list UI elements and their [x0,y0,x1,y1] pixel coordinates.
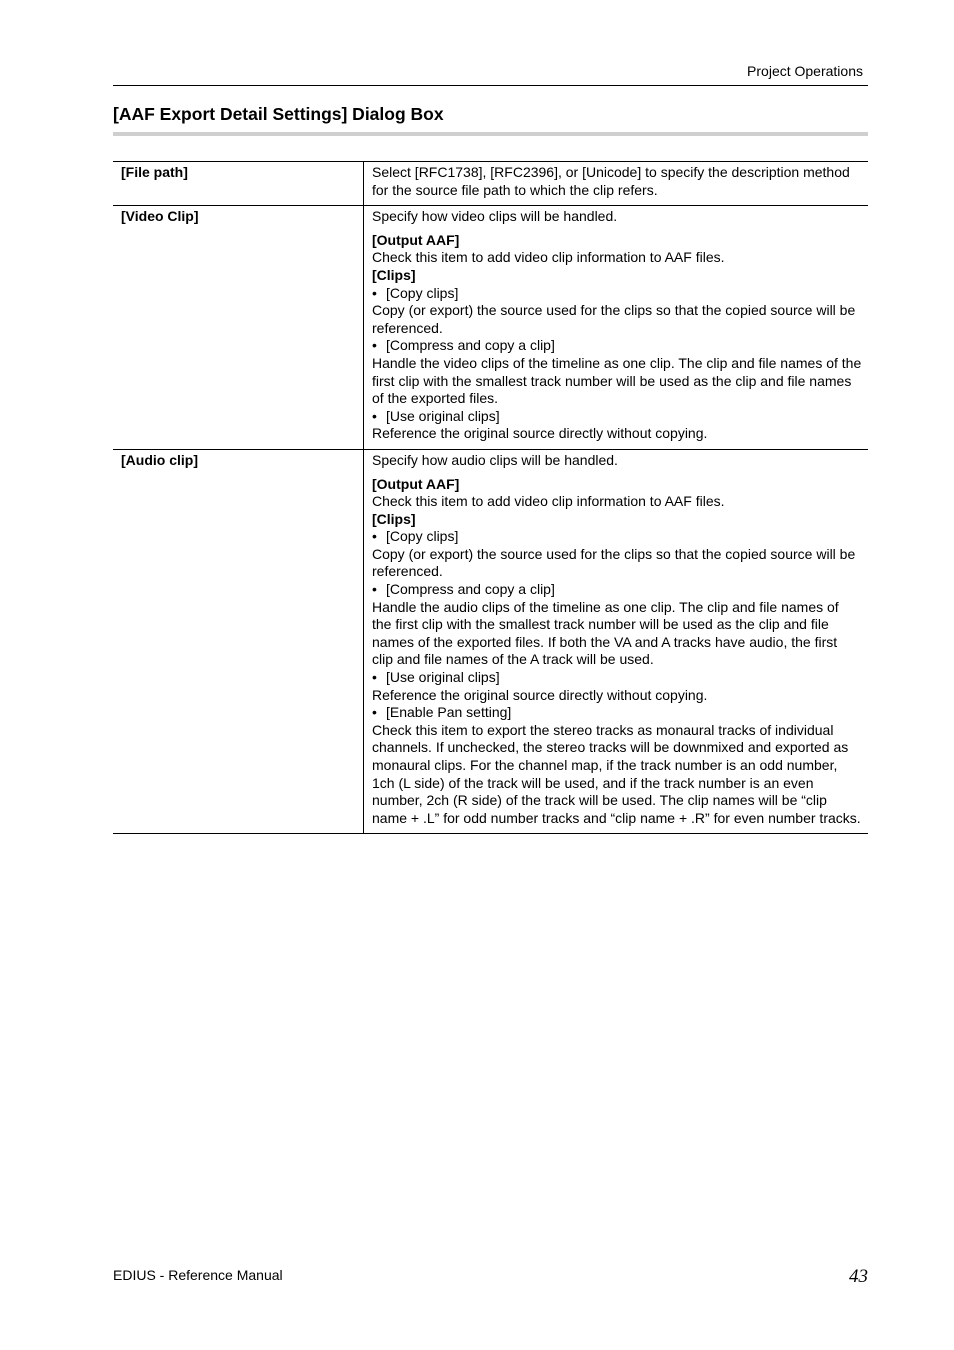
bullet-icon: • [372,669,377,686]
bullet-icon: • [372,284,377,301]
bullet-icon: • [372,528,377,545]
running-header: Project Operations [747,63,863,79]
settings-table-body [113,162,868,834]
description-text: Handle the audio clips of the timeline as one clip. The clip and file names of the first clip with the smallest track number will be used as the clip and file names of the exported files. If both the VA and A tracks have audio, the first clip and file names of the A track will be used. [372,598,839,668]
bullet-icon: • [372,704,377,721]
description-subheading: [Output AAF] [372,475,460,492]
settings-table [113,161,868,834]
option-bullet [372,408,862,426]
header-rule [113,85,868,86]
option-label: [Enable Pan setting] [386,704,512,721]
bullet-icon: • [372,407,377,424]
footer-manual-title: EDIUS - Reference Manual [113,1267,283,1283]
bullet-icon: • [372,337,377,354]
option-bullet [372,337,862,355]
option-label: [Compress and copy a clip] [386,581,555,598]
description-text: Check this item to export the stereo tracks as monaural tracks of individual channels. If unchecked, the stereo tracks will be downmixed and exported as monaural clips. For the channel map, if the track number is an odd number, 1ch (L side) of the track will be used, and if the track number is an even number, 2ch (R side) of the track will be used. The clip names will be “clip name + .L” for odd number tracks and “clip name + .R” for even number tracks. [372,721,861,826]
option-bullet [372,285,862,303]
setting-description [364,162,869,206]
description-subheading: [Output AAF] [372,231,460,248]
setting-term: [Audio clip] [113,449,364,833]
option-bullet [372,581,862,599]
setting-description [364,449,869,833]
description-text: Check this item to add video clip information to AAF files. [372,493,725,510]
option-label: [Use original clips] [386,407,500,424]
table-row [113,449,868,833]
description-subheading: [Clips] [372,510,416,527]
table-row [113,162,868,206]
description-intro: Specify how video clips will be handled. [372,208,618,225]
description-intro: Specify how audio clips will be handled. [372,451,618,468]
section-title: [AAF Export Detail Settings] Dialog Box [113,104,444,124]
description-text: Reference the original source directly without copying. [372,425,708,442]
setting-description [364,206,869,450]
setting-term: [Video Clip] [113,206,364,450]
description-text: Select [RFC1738], [RFC2396], or [Unicode] to specify the description method for the source file path to which the clip refers. [372,164,850,198]
description-subheading: [Clips] [372,266,416,283]
option-bullet [372,669,862,687]
option-label: [Copy clips] [386,284,459,301]
bullet-icon: • [372,581,377,598]
option-bullet [372,528,862,546]
description-text: Copy (or export) the source used for the clips so that the copied source will be referenced. [372,302,856,336]
option-label: [Compress and copy a clip] [386,337,555,354]
page-number: 43 [849,1266,868,1287]
description-text: Copy (or export) the source used for the clips so that the copied source will be referenced. [372,545,856,580]
description-text: Handle the video clips of the timeline as one clip. The clip and file names of the first clip with the smallest track number will be used as the clip and file names of the exported files. [372,354,862,407]
option-label: [Use original clips] [386,669,500,686]
option-bullet [372,704,862,722]
description-text: Reference the original source directly without copying. [372,686,708,703]
table-row [113,206,868,450]
title-underline [113,132,868,136]
setting-term: [File path] [113,162,364,206]
description-text: Check this item to add video clip information to AAF files. [372,249,725,266]
option-label: [Copy clips] [386,528,459,545]
